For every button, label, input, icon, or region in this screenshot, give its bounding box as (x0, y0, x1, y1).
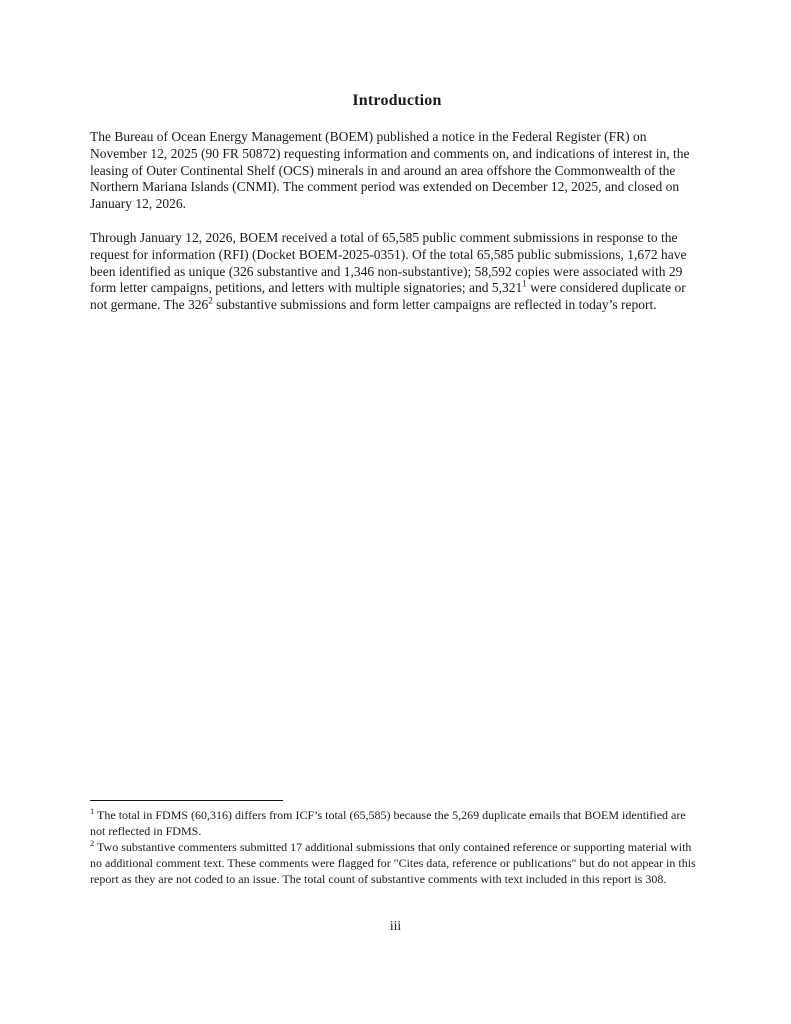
footnote-section (90, 800, 704, 887)
paragraph-2-text-c: substantive submissions and form letter campaigns are reflected in today’s report. (212, 297, 657, 313)
paragraph-2 (90, 230, 704, 314)
document-body (90, 92, 704, 331)
paragraph-1-text: The Bureau of Ocean Energy Management (BOEM) published a notice in the Federal Register (FR) on November 12, 2025 (90 FR 50872) requesting information and comments on, and indications of interest in, the leasing of Outer Continental Shelf (OCS) minerals in and around an area offshore the Commonwealth of the Northern Mariana Islands (CNMI). The comment period was extended on December 12, 2025, and closed on January 12, 2026. (90, 129, 690, 212)
footnote-separator-rule (90, 800, 283, 801)
footnote-2 (90, 839, 704, 887)
footnote-reference-1: 1 (522, 278, 527, 289)
footnote-1-marker: 1 (90, 806, 95, 816)
paragraph-2-text-b: were considered duplicate or not germane. The 326 (90, 280, 686, 313)
paragraph-2-text-a: Through January 12, 2026, BOEM received a total of 65,585 public comment submissions in response to the request for information (RFI) (Docket BOEM-2025-0351). Of the total 65,585 public submissions, 1,672 have been identified as unique (326 substantive and 1,346 non-substantive); 58,592 copies were associated with 29 form letter campaigns, petitions, and letters with multiple signatories; and 5,321 (90, 229, 687, 296)
footnote-1 (90, 807, 704, 839)
page-title: Introduction (352, 92, 442, 109)
footnote-2-text: Two substantive commenters submitted 17 additional submissions that only contained reference or supporting material with no additional comment text. These comments were flagged for "Cites data, reference or publications" but do not appear in this report as they are not coded to an issue. The total count of substantive comments with text included in this report is 308. (90, 840, 696, 886)
paragraph-1 (90, 129, 704, 213)
footnote-2-marker: 2 (90, 838, 95, 848)
page-number: iii (389, 918, 402, 933)
footnote-reference-2: 2 (208, 295, 213, 306)
footnote-1-text: The total in FDMS (60,316) differs from ICF’s total (65,585) because the 5,269 duplicate emails that BOEM identified are not reflected in FDMS. (90, 808, 686, 838)
